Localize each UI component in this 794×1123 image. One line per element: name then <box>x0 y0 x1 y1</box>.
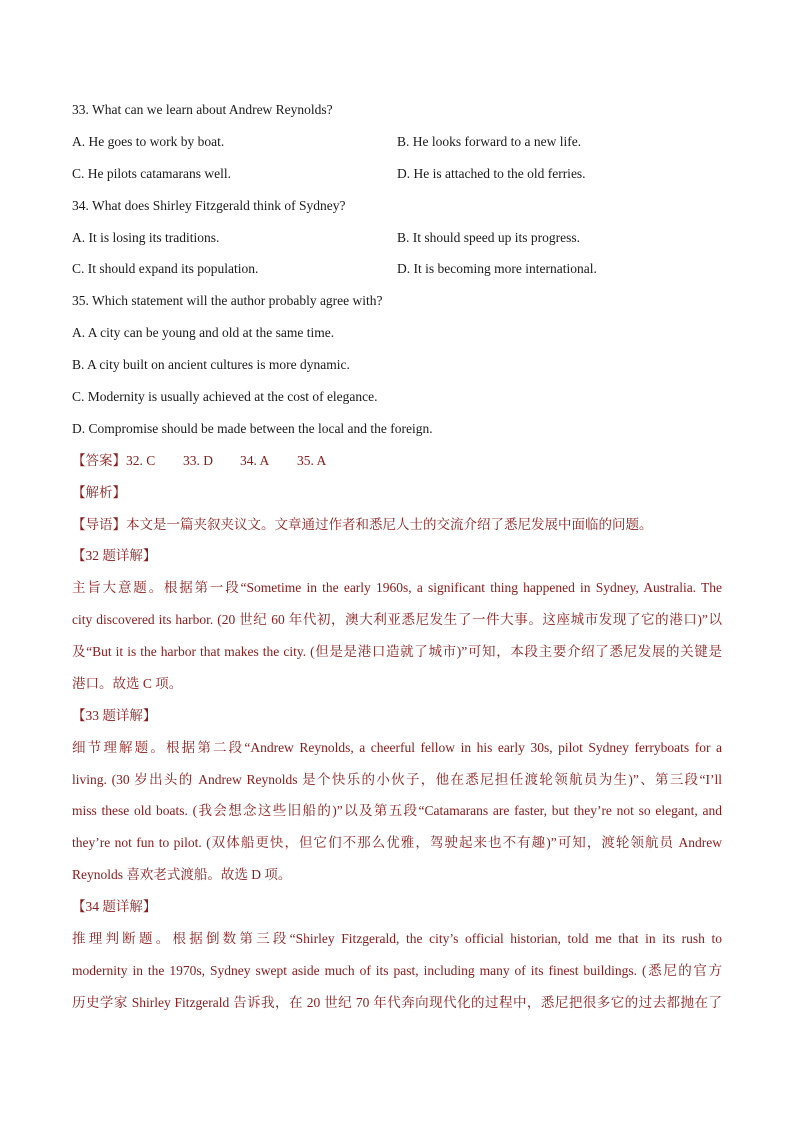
detail-34-line-3: 历史学家 Shirley Fitzgerald 告诉我，在 20 世纪 70 年代奔向现代化的过程中，悉尼把很多它的过去都抛在了 <box>72 995 722 1010</box>
answer-35: 35. A <box>297 453 327 468</box>
answer-line <box>72 452 326 470</box>
question-33-option-a: A. He goes to work by boat. <box>72 134 225 149</box>
detail-33-line-3: miss these old boats. (我会想念这些旧船的)”以及第五段“Catamarans are faster, but they’re not so elegant, and <box>72 803 722 818</box>
answer-34: 34. A <box>240 453 270 468</box>
guide-text: 【导语】本文是一篇夹叙夹议文。文章通过作者和悉尼人士的交流介绍了悉尼发展中面临的问题。 <box>72 517 653 532</box>
question-34-option-c: C. It should expand its population. <box>72 261 259 276</box>
detail-33-line-1: 细节理解题。根据第二段“Andrew Reynolds, a cheerful fellow in his early 30s, pilot Sydney ferryboats for a <box>72 740 722 755</box>
detail-33-line-2: living. (30 岁出头的 Andrew Reynolds 是个快乐的小伙子，他在悉尼担任渡轮领航员为生)”、第三段“I’ll <box>72 772 722 787</box>
detail-32-line-3: 及“But it is the harbor that makes the city. (但是是港口造就了城市)”可知，本段主要介绍了悉尼发展的关键是 <box>72 644 722 659</box>
question-35-option-d: D. Compromise should be made between the local and the foreign. <box>72 421 433 436</box>
analysis-label: 【解析】 <box>72 485 126 500</box>
question-33-stem: 33. What can we learn about Andrew Reynolds? <box>72 102 333 117</box>
answer-33: 33. D <box>183 453 213 468</box>
question-35-stem: 35. Which statement will the author probably agree with? <box>72 293 383 308</box>
question-35-option-b: B. A city built on ancient cultures is more dynamic. <box>72 357 350 372</box>
detail-34-heading: 【34 题详解】 <box>72 899 157 914</box>
question-34-option-b: B. It should speed up its progress. <box>397 230 580 245</box>
question-33-option-d: D. He is attached to the old ferries. <box>397 166 586 181</box>
question-33-option-c: C. He pilots catamarans well. <box>72 166 231 181</box>
question-34-option-d: D. It is becoming more international. <box>397 261 597 276</box>
detail-34-line-2: modernity in the 1970s, Sydney swept aside much of its past, including many of its finest buildings. (悉尼的官方 <box>72 963 722 978</box>
detail-33-line-5: Reynolds 喜欢老式渡船。故选 D 项。 <box>72 867 292 882</box>
detail-34-line-1: 推理判断题。根据倒数第三段“Shirley Fitzgerald, the city’s official historian, told me that in its rush to <box>72 931 722 946</box>
detail-32-line-1: 主旨大意题。根据第一段“Sometime in the early 1960s, a significant thing happened in Sydney, Australia. The <box>72 580 722 595</box>
detail-32-line-2: city discovered its harbor. (20 世纪 60 年代初，澳大利亚悉尼发生了一件大事。这座城市发现了它的港口)”以 <box>72 612 722 627</box>
question-34-stem: 34. What does Shirley Fitzgerald think of Sydney? <box>72 198 346 213</box>
detail-32-heading: 【32 题详解】 <box>72 548 157 563</box>
question-34-option-a: A. It is losing its traditions. <box>72 230 220 245</box>
detail-33-heading: 【33 题详解】 <box>72 708 157 723</box>
question-33-option-b: B. He looks forward to a new life. <box>397 134 582 149</box>
detail-33-line-4: they’re not fun to pilot. (双体船更快，但它们不那么优雅，驾驶起来也不有趣)”可知，渡轮领航员 Andrew <box>72 835 722 850</box>
question-35-option-a: A. A city can be young and old at the same time. <box>72 325 335 340</box>
answer-label: 【答案】 <box>72 453 126 468</box>
question-35-option-c: C. Modernity is usually achieved at the cost of elegance. <box>72 389 378 404</box>
answer-32: 32. C <box>126 453 156 468</box>
detail-32-line-4: 港口。故选 C 项。 <box>72 676 183 691</box>
